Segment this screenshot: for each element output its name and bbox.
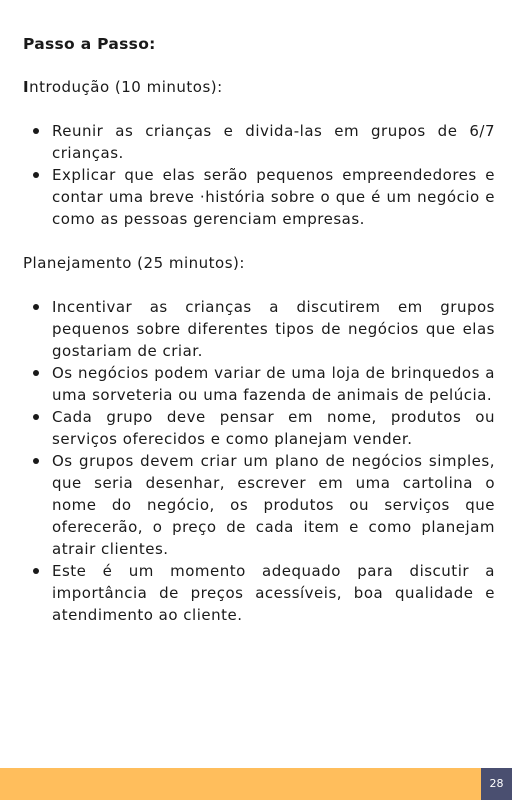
footer-bar [0,768,512,800]
page-content [23,34,495,648]
list-item: Incentivar as crianças a discutirem em grupos pequenos sobre diferentes tipos de negócios que elas gostariam de criar. [23,296,495,362]
bullet-list-planejamento [23,296,495,626]
section-title-text: ntrodução (10 minutos): [29,78,223,96]
list-item: Cada grupo deve pensar em nome, produtos ou serviços oferecidos e como planejam vender. [23,406,495,450]
page-number: 28 [481,768,512,800]
list-item: Os grupos devem criar um plano de negócios simples, que seria desenhar, escrever em uma cartolina o nome do negócio, os produtos ou serviços que oferecerão, o preço de cada item e como planejam atrair clientes. [23,450,495,560]
bullet-list-introducao [23,120,495,230]
list-item: Explicar que elas serão pequenos empreendedores e contar uma breve ·história sobre o que é um negócio e como as pessoas gerenciam empresas. [23,164,495,230]
list-item: Este é um momento adequado para discutir a importância de preços acessíveis, boa qualidade e atendimento ao cliente. [23,560,495,626]
section-title-initial: I [23,78,30,96]
section-title-introducao [23,76,495,98]
page-heading: Passo a Passo: [23,35,156,53]
list-item: Reunir as crianças e divida-las em grupos de 6/7 crianças. [23,120,495,164]
section-title-text: Planejamento (25 minutos): [23,254,245,272]
list-item: Os negócios podem variar de uma loja de brinquedos a uma sorveteria ou uma fazenda de animais de pelúcia. [23,362,495,406]
section-title-planejamento [23,252,495,274]
